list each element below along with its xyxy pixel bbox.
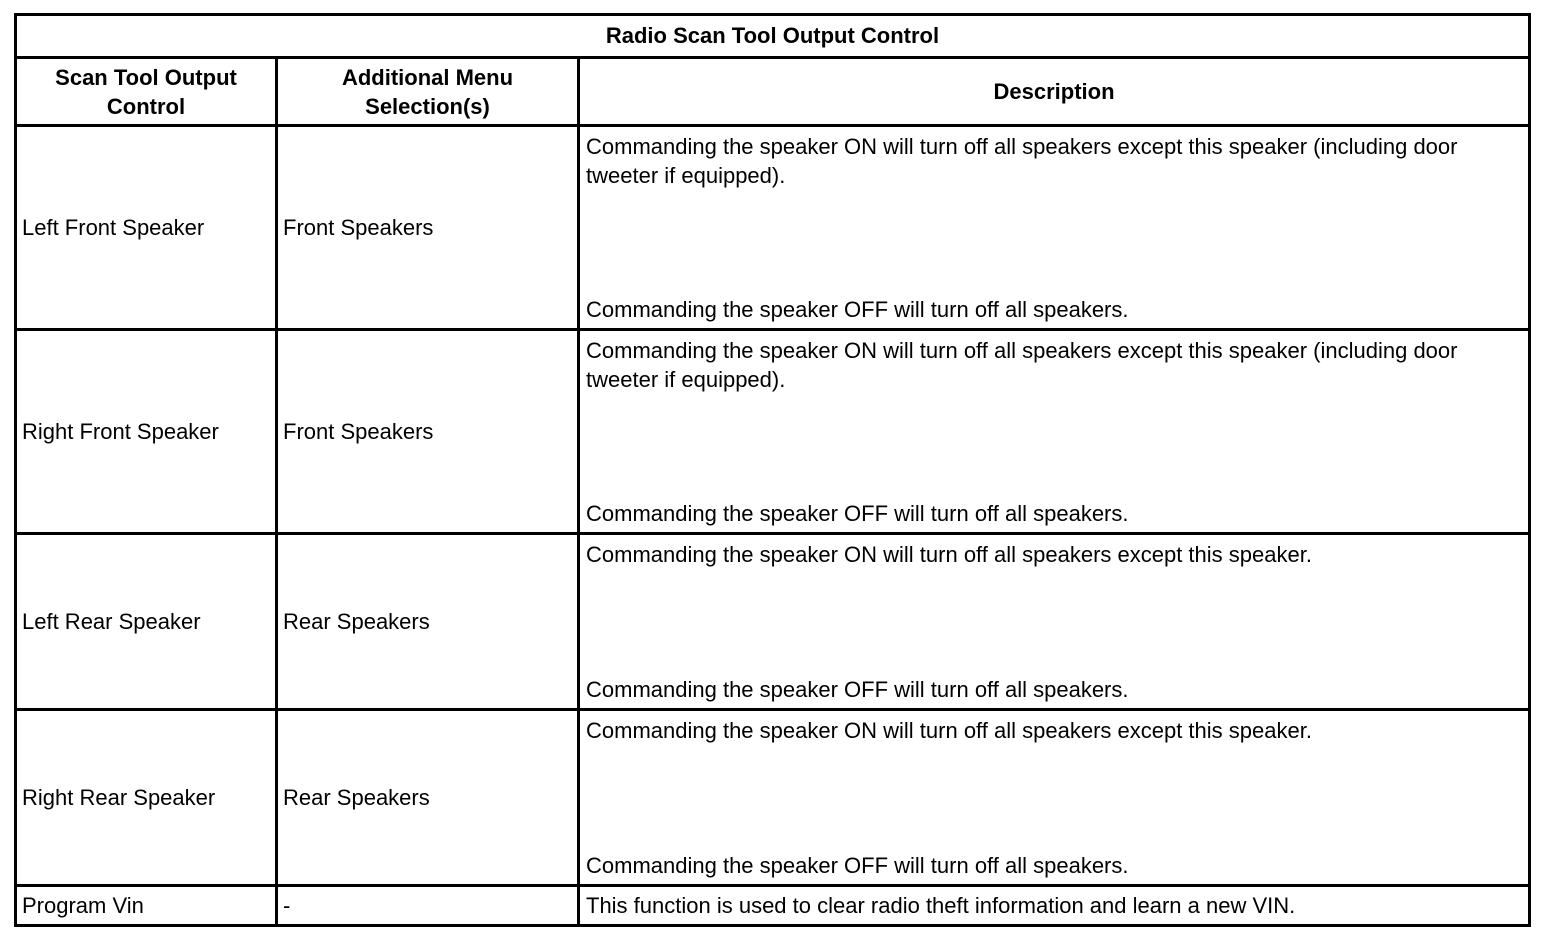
description-on-text: Commanding the speaker ON will turn off all speakers except this speaker. (586, 542, 1312, 567)
description-off-text: Commanding the speaker OFF will turn off all speakers. (586, 297, 1129, 322)
description-off-text: Commanding the speaker OFF will turn off all speakers. (586, 677, 1129, 702)
description-cell (579, 330, 1530, 534)
radio-scan-tool-table (14, 13, 1531, 927)
table-row (16, 710, 1530, 886)
control-cell: Left Rear Speaker (16, 534, 277, 710)
header-additional-menu-selections: Additional Menu Selection(s) (277, 58, 579, 126)
description-off-text: Commanding the speaker OFF will turn off all speakers. (586, 853, 1129, 878)
description-cell (579, 710, 1530, 886)
control-cell: Right Rear Speaker (16, 710, 277, 886)
menu-cell: Front Speakers (277, 330, 579, 534)
description-on-text: Commanding the speaker ON will turn off all speakers except this speaker (including door tweeter if equipped). (586, 134, 1458, 188)
table-row (16, 534, 1530, 710)
header-description: Description (579, 58, 1530, 126)
control-cell: Left Front Speaker (16, 126, 277, 330)
description-on-text: Commanding the speaker ON will turn off all speakers except this speaker (including door tweeter if equipped). (586, 338, 1458, 392)
menu-cell: Rear Speakers (277, 710, 579, 886)
menu-cell: - (277, 886, 579, 926)
table-row (16, 330, 1530, 534)
header-scan-tool-output-control: Scan Tool Output Control (16, 58, 277, 126)
menu-cell: Front Speakers (277, 126, 579, 330)
table-title: Radio Scan Tool Output Control (16, 15, 1530, 58)
description-cell (579, 534, 1530, 710)
description-off-text: Commanding the speaker OFF will turn off all speakers. (586, 501, 1129, 526)
table-row (16, 886, 1530, 926)
description-cell (579, 886, 1530, 926)
description-on-text: Commanding the speaker ON will turn off all speakers except this speaker. (586, 718, 1312, 743)
description-cell (579, 126, 1530, 330)
table-header-row (16, 58, 1530, 126)
table-title-row (16, 15, 1530, 58)
control-cell: Right Front Speaker (16, 330, 277, 534)
table-row (16, 126, 1530, 330)
menu-cell: Rear Speakers (277, 534, 579, 710)
description-text: This function is used to clear radio theft information and learn a new VIN. (586, 893, 1296, 918)
control-cell: Program Vin (16, 886, 277, 926)
